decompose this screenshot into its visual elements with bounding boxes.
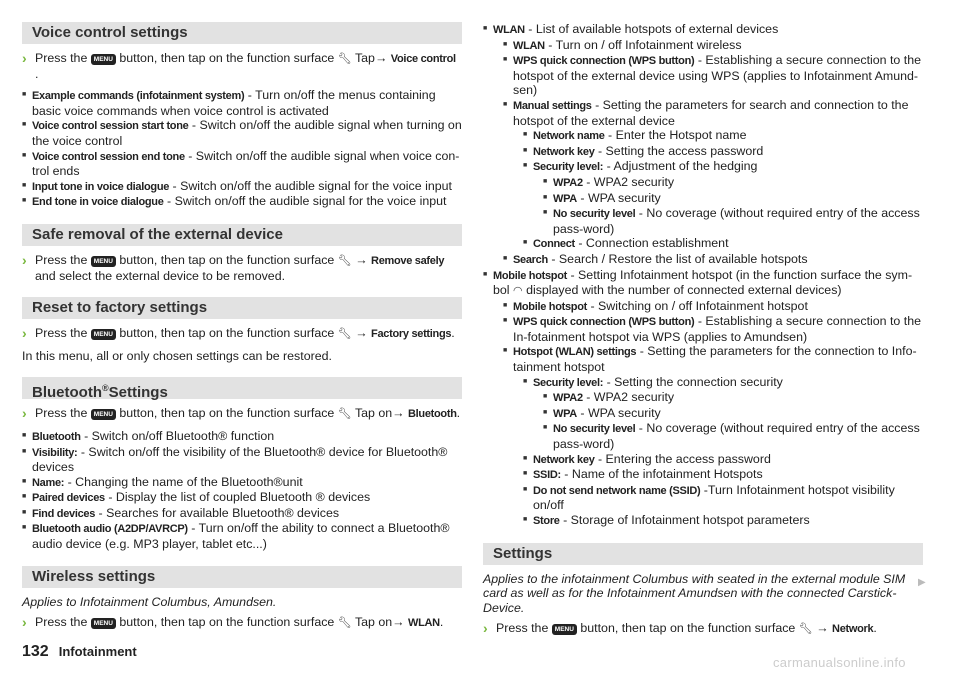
list-item: ■ Network key - Setting the access password: [523, 144, 923, 160]
list-item: ■ Visibility: - Switch on/off the visibility of the Bluetooth® device for Bluetooth® devices: [22, 445, 462, 475]
arrow-icon: →: [392, 615, 405, 630]
bluetooth-settings-list: [22, 429, 462, 552]
page-footer: [22, 643, 137, 661]
instr-text: button, then tap on the function surface: [580, 621, 796, 636]
list-item: ■ Mobile hotspot - Switching on / off Infotainment hotspot: [503, 299, 923, 315]
list-item-wlan: ■ WLAN - List of available hotspots of external devices ■ WLAN - Turn on / off Infotainment wireless ■ WPS quick connection (WPS button) - Establishing a secure connection to the hotspot of the external device using WPS (applies to Infotainment Amund-sen) ■ Manual settings - Setting the parameters for search and connection to the hotspot of the external device ■ Network name - Enter the Hotspot name ■ Network key - Setting the access password ■ Security level: - Adjustment of the hedging ■ WPA2 - WPA2 security ■ WPA - WPA security ■ No security level - No coverage (without required entry of the access pass-word) ■ Connect - Connection establishment ■ Search - Search / Restore the list of available hotspots: [483, 22, 923, 268]
list-item: ■ Store - Storage of Infotainment hotspot parameters: [523, 513, 923, 529]
factory-settings-key: Factory settings: [371, 328, 452, 341]
heading-reset: Reset to factory settings: [22, 297, 462, 319]
step-arrow-icon: ›: [22, 614, 27, 631]
instruction-settings: › Press the MENU button, then tap on the function surface 🔧︎ → Network.: [483, 620, 877, 637]
list-item: ■ Paired devices - Display the list of coupled Bluetooth ® devices: [22, 490, 462, 506]
wrench-icon: 🔧︎: [337, 328, 352, 341]
step-arrow-icon: ›: [22, 405, 27, 422]
heading-wireless: Wireless settings: [22, 566, 462, 588]
list-item: ■ Security level: - Adjustment of the hedging ■ WPA2 - WPA2 security ■ WPA - WPA security ■ No security level - No coverage (without required entry of the access pass-word): [523, 159, 923, 236]
instr-text: Press the: [496, 621, 549, 636]
list-item: ■ WPA2 - WPA2 security: [543, 390, 923, 406]
watermark: carmanualsonline.info: [773, 655, 906, 670]
settings-applies: Applies to the infotainment Columbus with seated in the external module SIM card as well as for the Infotainment Amundsen with the connected Carstick-Device.: [483, 571, 906, 615]
list-item: ■ WPA2 - WPA2 security: [543, 175, 923, 191]
instr-text: button, then tap on the function surface: [119, 326, 335, 341]
wifi-icon: ◠: [513, 285, 523, 298]
list-item: ■ No security level - No coverage (without required entry of the access pass-word): [543, 421, 923, 451]
remove-safely-key: Remove safely: [371, 254, 445, 267]
right-column: [483, 22, 923, 644]
list-item: ■ WPA - WPA security: [543, 406, 923, 422]
list-item: ■ Name: - Changing the name of the Bluetooth®unit: [22, 475, 462, 491]
menu-button-icon: MENU: [91, 329, 116, 340]
instr-text: Press the: [35, 406, 88, 421]
list-item: ■ WLAN - Turn on / off Infotainment wireless: [503, 38, 923, 54]
left-column: [22, 22, 462, 638]
section-name: Infotainment: [58, 644, 137, 659]
list-item: ■ Connect - Connection establishment: [523, 236, 923, 252]
page-number: 132: [22, 643, 49, 660]
list-item: ■ End tone in voice dialogue - Switch on/off the audible signal for the voice input: [22, 194, 462, 210]
menu-button-icon: MENU: [552, 624, 577, 635]
list-item: ■ Hotspot (WLAN) settings - Setting the parameters for the connection to Info-tainment hotspot ■ Security level: - Setting the connection security ■ WPA2 - WPA2 security ■ WPA - WPA security ■ No security level - No coverage (without required entry of the access pass-word) ■ Network key - Entering the access password ■ SSID: - Name of the infotainment Hotspots ■ Do not send network name (SSID) -Turn Infotainment hotspot visibility on/off ■ Store - Storage of Infotainment hotspot parameters: [503, 344, 923, 528]
network-key: Network: [832, 623, 874, 636]
arrow-icon: →: [355, 326, 368, 341]
instruction-safe: [22, 253, 462, 283]
wrench-icon: 🔧︎: [337, 254, 352, 267]
instr-text: Press the: [35, 615, 88, 630]
instr-text: Tap on: [354, 615, 393, 630]
list-item: ■ WPS quick connection (WPS button) - Establishing a secure connection to the hotspot of the external device using WPS (applies to Infotainment Amund-sen): [503, 53, 923, 98]
instr-text: button, then tap on the function surface: [119, 51, 335, 65]
list-item: ■ SSID: - Name of the infotainment Hotspots: [523, 467, 923, 483]
arrow-icon: →: [355, 252, 368, 267]
list-item: ■ Search - Search / Restore the list of available hotspots: [503, 252, 923, 268]
wrench-icon: 🔧︎: [337, 617, 352, 630]
reset-paragraph: In this menu, all or only chosen settings can be restored.: [22, 348, 332, 363]
step-arrow-icon: ›: [22, 325, 27, 342]
step-arrow-icon: ›: [483, 620, 488, 637]
instr-text: button, then tap on the function surface: [119, 252, 335, 267]
menu-button-icon: MENU: [91, 54, 116, 65]
list-item: ■ WPA - WPA security: [543, 191, 923, 207]
instruction-voice: › Press the MENU button, then tap on the function surface 🔧︎ Tap→ Voice control .: [22, 50, 456, 81]
wireless-applies: Applies to Infotainment Columbus, Amundsen.: [22, 594, 277, 609]
heading-voice-control-settings: Voice control settings: [22, 22, 462, 44]
list-item: ■ Bluetooth - Switch on/off Bluetooth® function: [22, 429, 462, 445]
instr-text: Press the: [35, 326, 88, 341]
wrench-icon: 🔧︎: [798, 623, 813, 636]
instr-text: button, then tap on the function surface: [119, 406, 335, 421]
list-item: ■ Network key - Entering the access password: [523, 452, 923, 468]
step-arrow-icon: ›: [22, 50, 27, 66]
list-item: ■ Find devices - Searches for available Bluetooth® devices: [22, 506, 462, 522]
wlan-list: [483, 22, 923, 529]
arrow-icon: →: [816, 621, 829, 636]
heading-bluetooth: Bluetooth®Settings: [22, 377, 462, 399]
wlan-key: WLAN: [408, 617, 440, 630]
step-arrow-icon: ›: [22, 251, 27, 268]
list-item: ■ Security level: - Setting the connection security ■ WPA2 - WPA2 security ■ WPA - WPA security ■ No security level - No coverage (without required entry of the access pass-word): [523, 375, 923, 452]
list-item: ■ Voice control session end tone - Switch on/off the audible signal when voice con-trol ends: [22, 149, 462, 179]
menu-button-icon: MENU: [91, 256, 116, 267]
list-item: ■ Example commands (infotainment system) - Turn on/off the menus containing basic voice commands when voice control is activated: [22, 88, 462, 118]
list-item: ■ Network name - Enter the Hotspot name: [523, 128, 923, 144]
instruction-reset: › Press the MENU button, then tap on the function surface 🔧︎ → Factory settings.: [22, 325, 455, 342]
heading-settings: Settings: [483, 543, 923, 565]
list-item: ■ Bluetooth audio (A2DP/AVRCP) - Turn on/off the ability to connect a Bluetooth® audio device (e.g. MP3 player, tablet etc...): [22, 521, 462, 551]
instr-text: button, then tap on the function surface: [119, 615, 335, 630]
instr-text: Press the: [35, 51, 88, 65]
instruction-wireless: › Press the MENU button, then tap on the function surface 🔧︎ Tap on→ WLAN.: [22, 614, 444, 631]
list-item: ■ WPS quick connection (WPS button) - Establishing a secure connection to the In-fotainment hotspot via WPS (applies to Amundsen): [503, 314, 923, 344]
voice-settings-list: [22, 88, 462, 210]
arrow-icon: →: [392, 406, 405, 421]
list-item: ■ No security level - No coverage (without required entry of the access pass-word): [543, 206, 923, 236]
menu-button-icon: MENU: [91, 409, 116, 420]
wrench-icon: 🔧︎: [337, 53, 352, 65]
menu-button-icon: MENU: [91, 618, 116, 629]
next-page-icon: ▶: [918, 577, 926, 588]
instr-text: and select the external device to be removed.: [35, 268, 286, 283]
instr-text: Tap: [354, 51, 375, 65]
wrench-icon: 🔧︎: [337, 408, 352, 421]
bluetooth-key: Bluetooth: [408, 408, 457, 421]
list-item: ■ Do not send network name (SSID) -Turn Infotainment hotspot visibility on/off: [523, 483, 923, 513]
heading-safe-removal: Safe removal of the external device: [22, 224, 462, 246]
list-item: ■ Manual settings - Setting the parameters for search and connection to the hotspot of the external device ■ Network name - Enter the Hotspot name ■ Network key - Setting the access password ■ Security level: - Adjustment of the hedging ■ WPA2 - WPA2 security ■ WPA - WPA security ■ No security level - No coverage (without required entry of the access pass-word) ■ Connect - Connection establishment: [503, 98, 923, 252]
arrow-icon: →: [374, 51, 388, 65]
instr-text: Tap on: [354, 406, 393, 421]
list-item: ■ Input tone in voice dialogue - Switch on/off the audible signal for the voice input: [22, 179, 462, 195]
list-item: ■ Voice control session start tone - Switch on/off the audible signal when turning on the voice control: [22, 118, 462, 148]
instr-text: Press the: [35, 252, 88, 267]
list-item-mobile-hotspot: ■ Mobile hotspot - Setting Infotainment hotspot (in the function surface the sym-bol ◠ displayed with the number of connected external devices) ■ Mobile hotspot - Switching on / off Infotainment hotspot ■ WPS quick connection (WPS button) - Establishing a secure connection to the In-fotainment hotspot via WPS (applies to Amundsen) ■ Hotspot (WLAN) settings - Setting the parameters for the connection to Info-tainment hotspot ■ Security level: - Setting the connection security ■ WPA2 - WPA2 security ■ WPA - WPA security ■ No security level - No coverage (without required entry of the access pass-word) ■ Network key - Entering the access password ■ SSID: - Name of the infotainment Hotspots ■ Do not send network name (SSID) -Turn Infotainment hotspot visibility on/off ■ Store - Storage of Infotainment hotspot parameters: [483, 268, 923, 529]
voice-control-key: Voice control: [390, 53, 456, 65]
instruction-bluetooth: › Press the MENU button, then tap on the function surface 🔧︎ Tap on→ Bluetooth.: [22, 405, 461, 422]
